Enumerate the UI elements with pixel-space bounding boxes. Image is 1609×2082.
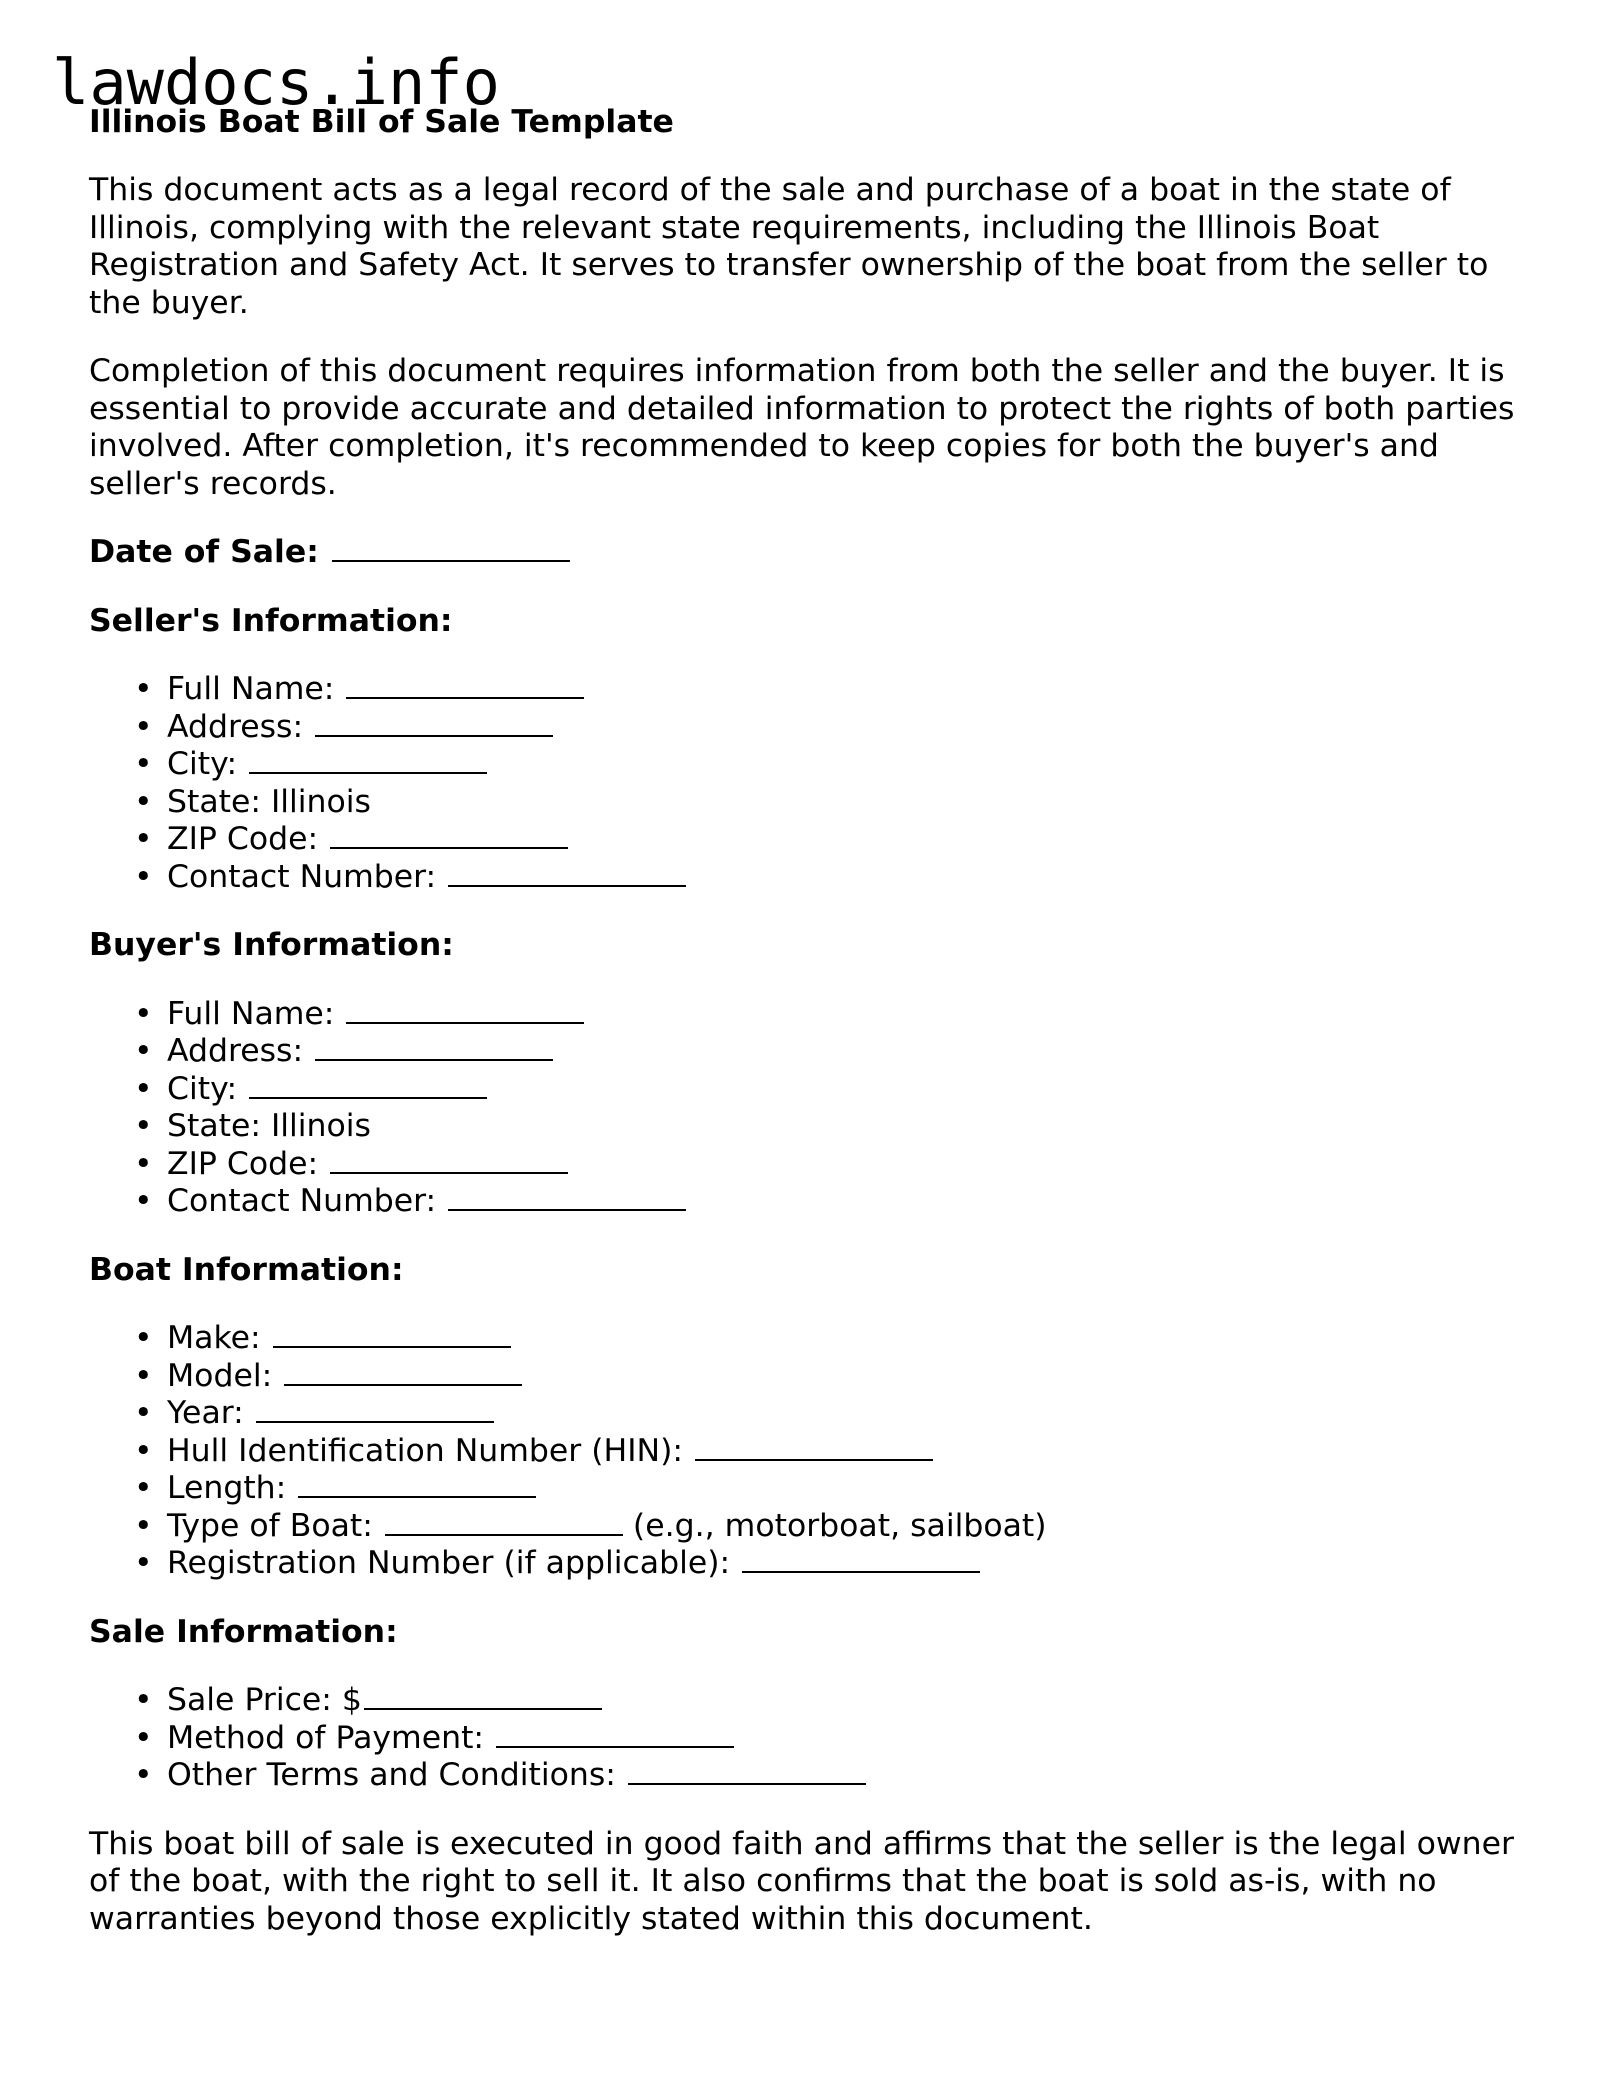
list-item [134, 1470, 1529, 1508]
buyer-list [89, 996, 1529, 1221]
intro-paragraph-2: Completion of this document requires information from both the seller and the buyer. It is essential to provide accurate and detailed information to protect the rights of both parties involved. After completion, it's recommended to keep copies for both the buyer's and seller's records. [89, 353, 1515, 502]
bullet-icon: • [134, 1719, 153, 1756]
date-of-sale-blank [332, 534, 570, 562]
list-item [134, 995, 1529, 1034]
bullet-icon: • [134, 858, 153, 895]
fill-in-blank [315, 709, 553, 737]
fill-in-blank [448, 1183, 686, 1211]
field-label: Make: [167, 1320, 261, 1356]
fill-in-blank [385, 1508, 623, 1536]
field-label: ZIP Code: [167, 821, 319, 857]
bullet-icon: • [134, 821, 153, 857]
bullet-icon: • [134, 1320, 153, 1356]
fill-in-blank [742, 1545, 980, 1573]
list-item [134, 1757, 1529, 1795]
list-item [134, 1183, 1529, 1221]
bullet-icon: • [134, 746, 153, 782]
bullet-icon: • [134, 1033, 153, 1069]
bullet-icon: • [134, 1108, 153, 1144]
list-item [134, 1395, 1529, 1433]
watermark-logo: lawdocs.info [52, 46, 500, 119]
seller-heading: Seller's Information: [89, 602, 453, 639]
field-label: Other Terms and Conditions: [167, 1757, 616, 1793]
date-of-sale-label: Date of Sale: [89, 534, 319, 570]
bullet-icon: • [134, 1183, 153, 1219]
list-item [134, 1033, 1529, 1071]
date-of-sale-field [89, 534, 1529, 572]
field-label: Length: [167, 1470, 287, 1506]
intro-paragraph-1: This document acts as a legal record of the sale and purchase of a boat in the state of Illinois, complying with the relevant state requirements, including the Illinois Boat Registration and Safety Act. It serves to transfer ownership of the boat from the seller to the buyer. [89, 172, 1489, 321]
fill-in-blank [346, 996, 584, 1024]
field-label: Hull Identification Number (HIN): [167, 1432, 683, 1469]
fill-in-blank [298, 1470, 536, 1498]
fill-in-blank [448, 859, 686, 887]
bullet-icon: • [134, 1432, 153, 1469]
closing-paragraph: This boat bill of sale is executed in good faith and affirms that the seller is the legal owner of the boat, with the right to sell it. It also confirms that the boat is sold as-is, with no warranties beyond those explicitly stated within this document. [89, 1825, 1514, 1937]
bullet-icon: • [134, 1070, 153, 1107]
list-item [134, 1545, 1529, 1583]
field-label: Year: [167, 1395, 244, 1431]
list-item [134, 821, 1529, 859]
boat-heading: Boat Information: [89, 1251, 404, 1288]
field-label: Method of Payment: [167, 1719, 485, 1756]
bullet-icon: • [134, 1145, 153, 1182]
list-item [134, 1108, 1529, 1146]
fill-in-blank [315, 1033, 553, 1061]
list-item [134, 1070, 1529, 1109]
field-label: Contact Number: [167, 858, 437, 895]
boat-list [89, 1320, 1529, 1583]
bullet-icon: • [134, 671, 153, 707]
list-item [134, 1682, 1529, 1720]
sale-heading: Sale Information: [89, 1613, 398, 1650]
buyer-heading: Buyer's Information: [89, 927, 454, 963]
bullet-icon: • [134, 995, 153, 1032]
bullet-icon: • [134, 1757, 153, 1793]
fill-in-blank [330, 821, 568, 849]
list-item [134, 1719, 1529, 1758]
fill-in-blank [256, 1395, 494, 1423]
bullet-icon: • [134, 1682, 153, 1718]
field-label: Model: [167, 1357, 273, 1394]
fill-in-blank [249, 1071, 487, 1099]
field-label: Address: [167, 708, 304, 745]
bullet-icon: • [134, 1357, 153, 1394]
fill-in-blank [364, 1682, 602, 1710]
list-item [134, 746, 1529, 784]
list-item [134, 858, 1529, 897]
fill-in-blank [249, 746, 487, 774]
list-item [134, 1507, 1529, 1546]
fill-in-blank [628, 1757, 866, 1785]
field-label: City: [167, 746, 238, 782]
field-label: Full Name: [167, 995, 335, 1032]
field-label: City: [167, 1070, 238, 1107]
list-item [134, 1320, 1529, 1358]
document-body [89, 102, 1529, 1969]
field-label: State: Illinois [167, 1108, 371, 1144]
bullet-icon: • [134, 1395, 153, 1431]
field-label: State: Illinois [167, 783, 371, 820]
fill-in-blank [273, 1320, 511, 1348]
fill-in-blank [330, 1146, 568, 1174]
bullet-icon: • [134, 783, 153, 820]
field-label: Sale Price: $ [167, 1682, 362, 1718]
bullet-icon: • [134, 1470, 153, 1506]
bullet-icon: • [134, 708, 153, 745]
field-label: Type of Boat: [167, 1507, 373, 1544]
fill-in-blank [346, 671, 584, 699]
bullet-icon: • [134, 1507, 153, 1544]
list-item [134, 783, 1529, 822]
list-item [134, 1432, 1529, 1471]
field-label: Registration Number (if applicable): [167, 1545, 731, 1581]
fill-in-blank [695, 1433, 933, 1461]
field-hint: (e.g., motorboat, sailboat) [632, 1507, 1047, 1544]
sale-list [89, 1682, 1529, 1795]
list-item [134, 708, 1529, 747]
field-label: ZIP Code: [167, 1145, 319, 1182]
fill-in-blank [284, 1358, 522, 1386]
bullet-icon: • [134, 1545, 153, 1581]
field-label: Address: [167, 1033, 304, 1069]
list-item [134, 671, 1529, 709]
list-item [134, 1357, 1529, 1396]
list-item [134, 1145, 1529, 1184]
seller-list [89, 671, 1529, 896]
field-label: Full Name: [167, 671, 335, 707]
document-title: Illinois Boat Bill of Sale Template [89, 104, 674, 140]
field-label: Contact Number: [167, 1183, 437, 1219]
fill-in-blank [496, 1720, 734, 1748]
